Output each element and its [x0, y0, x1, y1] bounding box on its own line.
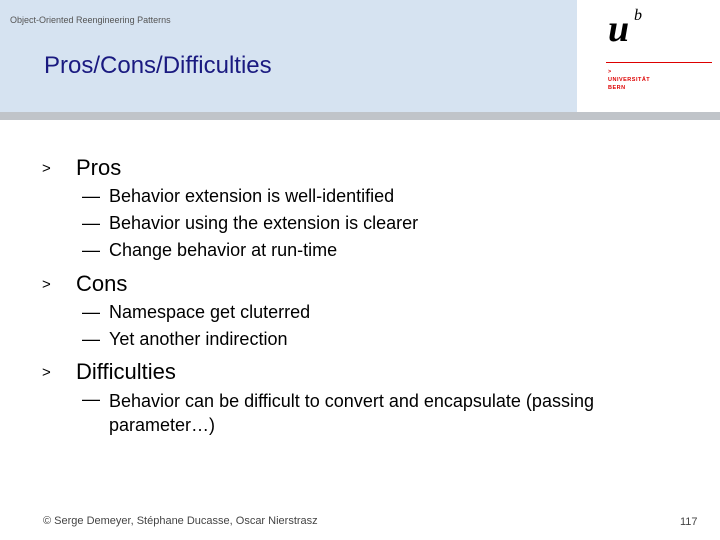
item-text: Yet another indirection — [109, 329, 288, 349]
slide-title: Pros/Cons/Difficulties — [44, 52, 272, 79]
item-text: Behavior extension is well-identified — [109, 186, 395, 206]
logo-rule — [606, 62, 712, 63]
item-text: Change behavior at run-time — [109, 240, 338, 260]
section-heading: Difficulties — [76, 359, 176, 384]
logo-line-2: BERN — [608, 85, 626, 91]
logo-letter: u — [608, 8, 630, 50]
section-heading: Pros — [76, 155, 122, 180]
dash-marker: — — [82, 240, 100, 260]
item-text: Namespace get cluterred — [109, 302, 311, 322]
item-text: Behavior using the extension is clearer — [109, 213, 419, 233]
dash-marker: — — [82, 389, 100, 409]
section-heading: Cons — [76, 271, 128, 296]
logo-line-1: UNIVERSITÄT — [608, 77, 651, 83]
bullet-marker: > — [42, 160, 51, 177]
header-divider — [0, 112, 720, 120]
dash-marker: — — [82, 302, 100, 322]
logo-caret: > — [608, 69, 612, 75]
logo-superscript: b — [634, 7, 642, 24]
logo-text — [608, 68, 650, 92]
footer-copyright: © Serge Demeyer, Stéphane Ducasse, Oscar Nierstrasz — [43, 515, 318, 527]
dash-marker: — — [82, 329, 100, 349]
university-logo — [606, 8, 716, 98]
dash-marker: — — [82, 213, 100, 233]
dash-marker: — — [82, 186, 100, 206]
page-number: 117 — [680, 516, 698, 528]
bullet-marker: > — [42, 364, 51, 381]
item-text: Behavior can be difficult to convert and encapsulate (passing parameter…) — [109, 391, 594, 435]
course-title: Object-Oriented Reengineering Patterns — [10, 15, 171, 25]
bullet-marker: > — [42, 276, 51, 293]
